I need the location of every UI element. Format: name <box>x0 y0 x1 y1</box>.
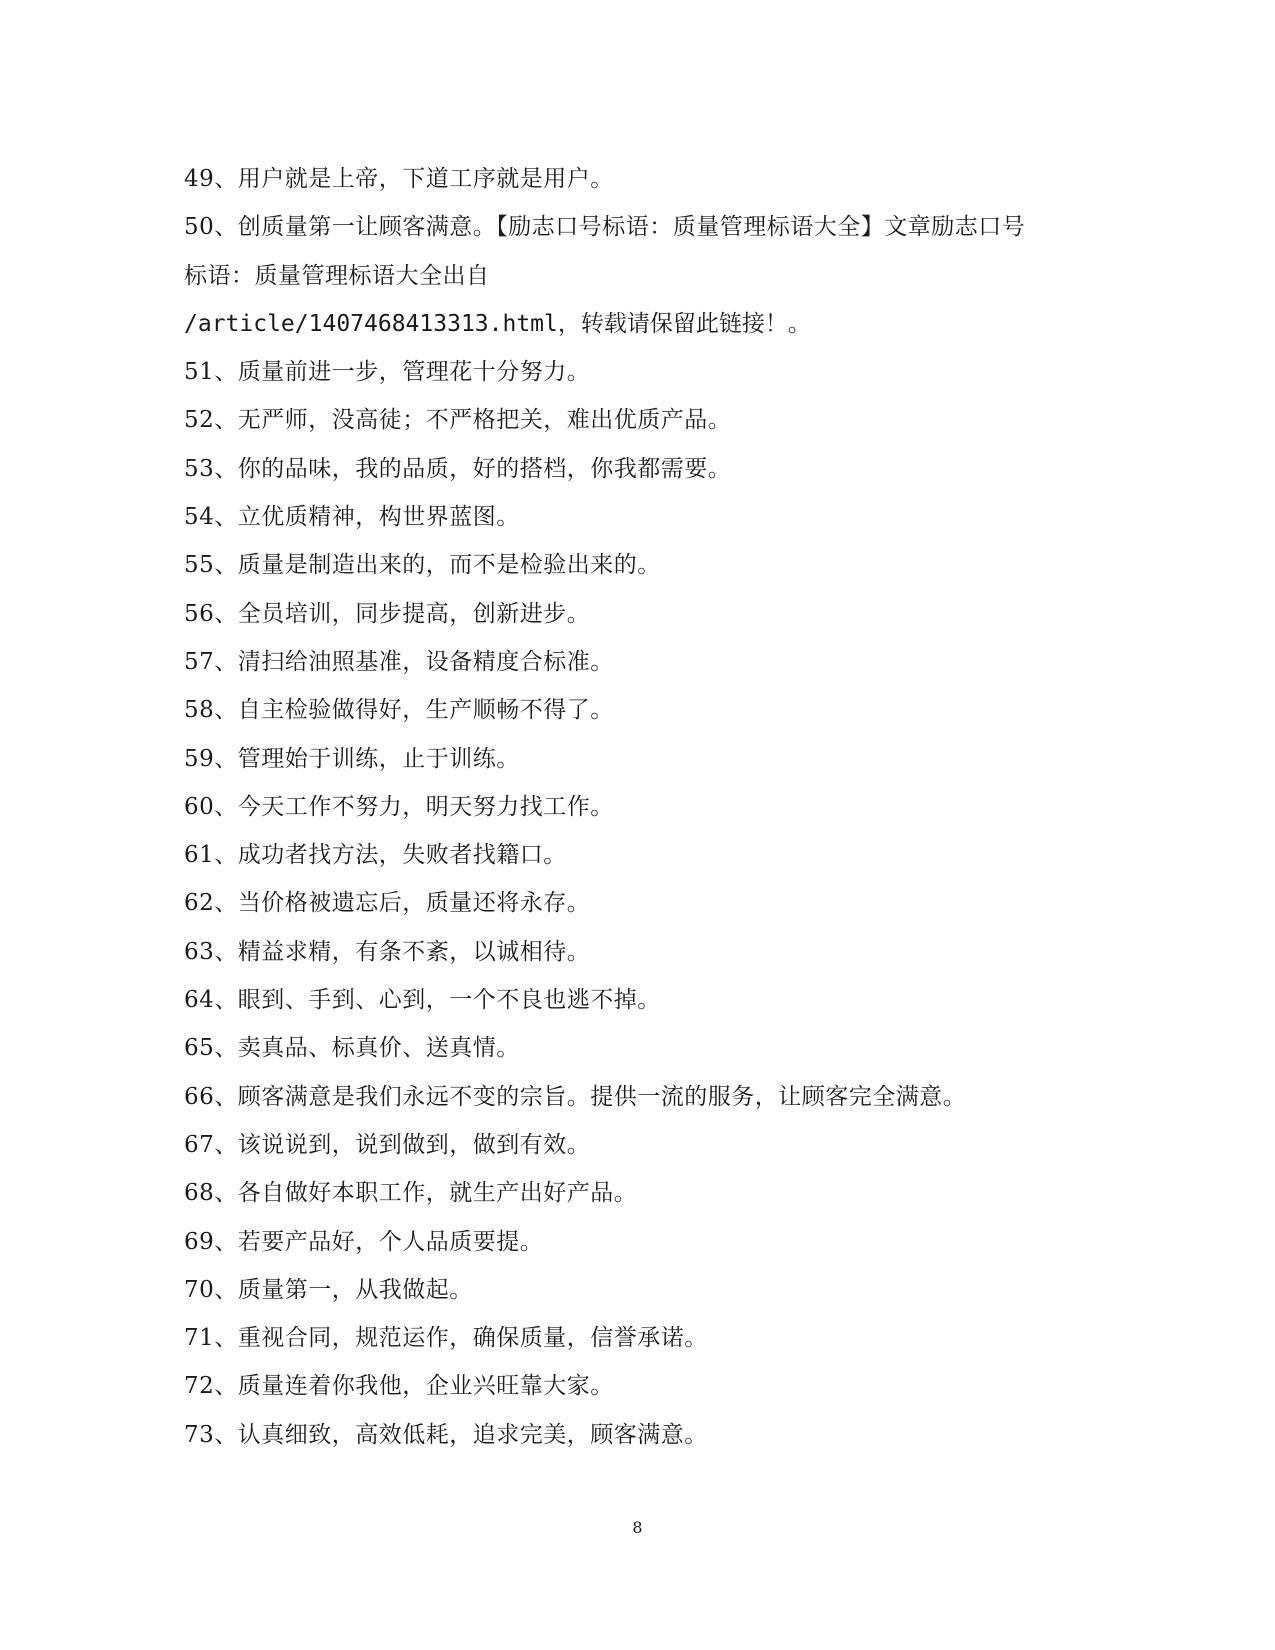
slogan-line: 57、清扫给油照基准，设备精度合标准。 <box>184 648 614 675</box>
slogan-line: 61、成功者找方法，失败者找籍口。 <box>184 842 567 869</box>
page-number: 8 <box>632 1518 643 1537</box>
slogan-line: 65、卖真品、标真价、送真情。 <box>184 1035 520 1062</box>
slogan-line: 70、质量第一，从我做起。 <box>184 1276 473 1303</box>
slogan-line: 49、用户就是上帝，下道工序就是用户。 <box>184 166 614 192</box>
slogan-line: 56、全员培训，同步提高，创新进步。 <box>184 600 591 627</box>
slogan-line-continuation: 标语：质量管理标语大全出自 <box>184 262 490 289</box>
slogan-line: 68、各自做好本职工作，就生产出好产品。 <box>184 1180 638 1207</box>
slogan-line: 63、精益求精，有条不紊，以诚相待。 <box>184 938 591 965</box>
slogan-line: 53、你的品味，我的品质，好的搭档，你我都需要。 <box>184 455 732 482</box>
slogan-line: 66、顾客满意是我们永远不变的宗旨。提供一流的服务，让顾客完全满意。 <box>184 1083 967 1110</box>
document-body <box>184 155 1084 1459</box>
slogan-line: 62、当价格被遗忘后，质量还将永存。 <box>184 890 591 917</box>
slogan-line: 67、该说说到，说到做到，做到有效。 <box>184 1131 591 1158</box>
slogan-line: 59、管理始于训练，止于训练。 <box>184 745 520 772</box>
slogan-line: 50、创质量第一让顾客满意。【励志口号标语：质量管理标语大全】文章励志口号 <box>184 214 1026 241</box>
slogan-line: 64、眼到、手到、心到，一个不良也逃不掉。 <box>184 987 661 1014</box>
slogan-line: 69、若要产品好，个人品质要提。 <box>184 1228 544 1255</box>
slogan-line: 58、自主检验做得好，生产顺畅不得了。 <box>184 697 614 724</box>
slogan-line: 54、立优质精神，构世界蓝图。 <box>184 504 520 531</box>
slogan-line: 60、今天工作不努力，明天努力找工作。 <box>184 793 614 820</box>
slogan-line: 52、无严师，没高徒；不严格把关，难出优质产品。 <box>184 407 732 434</box>
slogan-line: 51、质量前进一步，管理花十分努力。 <box>184 359 591 386</box>
slogan-line: 73、认真细致，高效低耗，追求完美，顾客满意。 <box>184 1421 708 1448</box>
source-link-line: /article/1407468413313.html，转载请保留此链接！。 <box>184 310 811 337</box>
slogan-line: 72、质量连着你我他，企业兴旺靠大家。 <box>184 1373 614 1400</box>
slogan-line: 71、重视合同，规范运作，确保质量，信誉承诺。 <box>184 1325 708 1352</box>
slogan-line: 55、质量是制造出来的，而不是检验出来的。 <box>184 552 661 579</box>
